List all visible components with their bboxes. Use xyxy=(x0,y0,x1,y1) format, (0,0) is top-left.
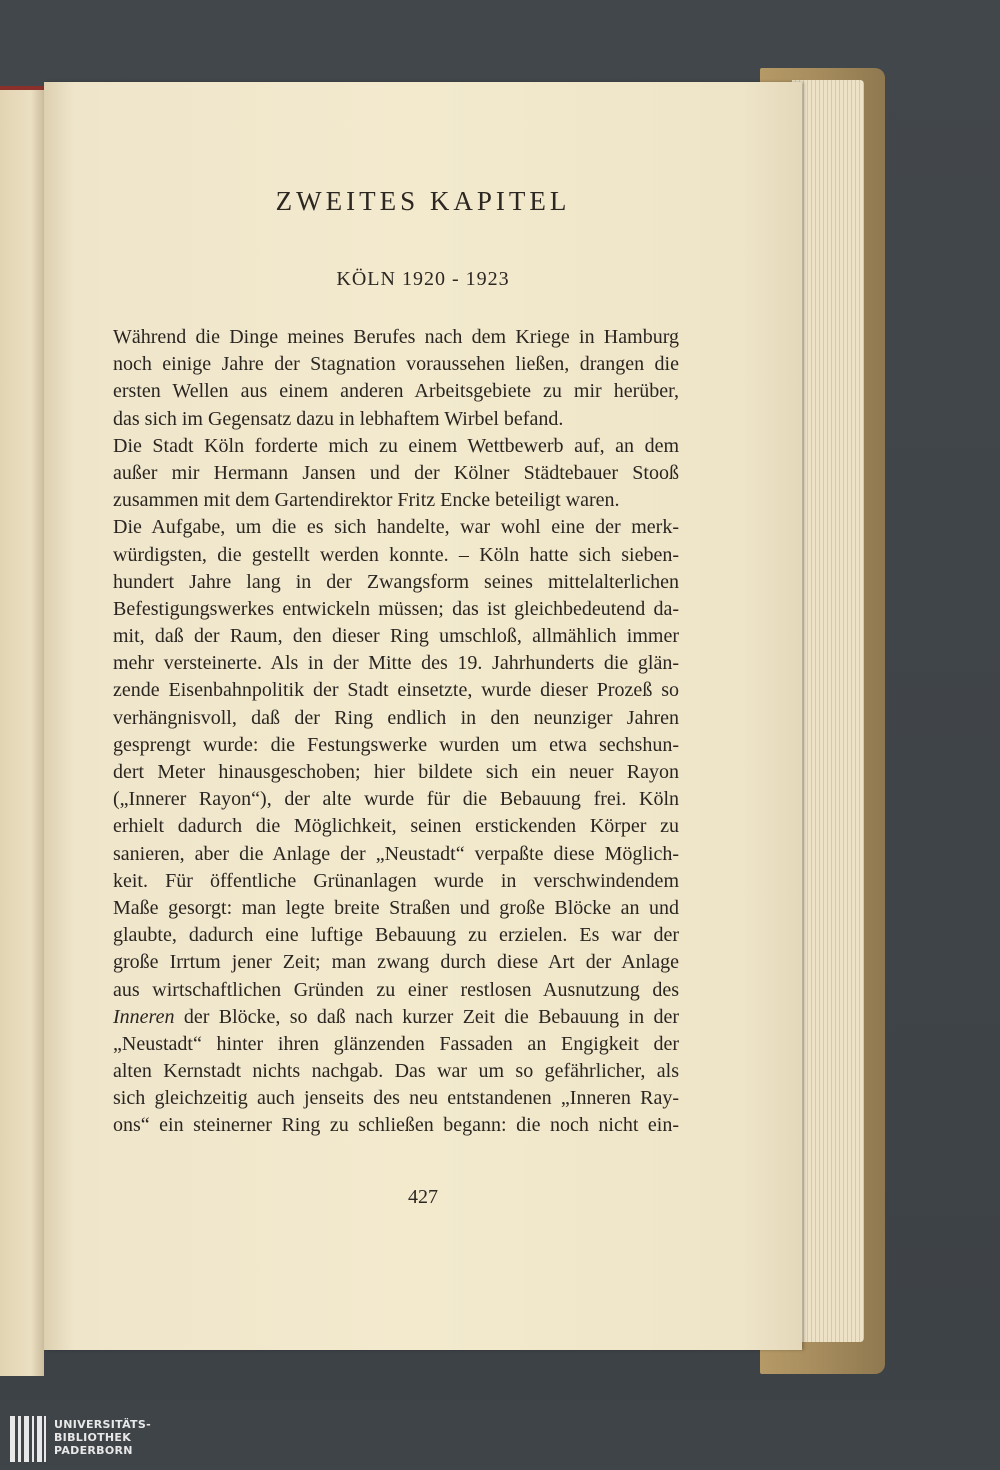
text-line-content: mehr versteinerte. Als in der Mitte des 19. Jahrhunderts die glän- xyxy=(113,652,679,675)
text-line xyxy=(113,378,679,405)
text-line xyxy=(113,569,679,596)
text-line xyxy=(113,433,679,460)
text-line-content: das sich im Gegensatz dazu in lebhaftem Wirbel befand. xyxy=(113,407,564,430)
text-line-content: keit. Für öffentliche Grünanlagen wurde in verschwindendem xyxy=(113,869,679,892)
text-line xyxy=(113,514,679,541)
text-line-content: „Neustadt“ hinter ihren glänzenden Fassaden an Engigkeit der xyxy=(113,1032,679,1055)
text-line xyxy=(113,841,679,868)
section-title: KÖLN 1920 - 1923 xyxy=(336,268,510,290)
text-line xyxy=(113,732,679,759)
text-line-content: zusammen mit dem Gartendirektor Fritz Encke beteiligt waren. xyxy=(113,489,620,512)
text-line-content: („Innerer Rayon“), der alte wurde für die Bebauung frei. Köln xyxy=(113,788,679,811)
text-line-content: Die Stadt Köln forderte mich zu einem Wettbewerb auf, an dem xyxy=(113,434,679,457)
text-line-content: der Blöcke, so daß nach kurzer Zeit die Bebauung in der xyxy=(174,1005,679,1028)
left-page xyxy=(0,86,44,1376)
text-line xyxy=(113,1112,679,1139)
text-line xyxy=(113,351,679,378)
text-line xyxy=(113,868,679,895)
text-line-content: Während die Dinge meines Berufes nach dem Kriege in Hamburg xyxy=(113,326,679,348)
text-line xyxy=(113,542,679,569)
text-line xyxy=(113,786,679,813)
chapter-title: ZWEITES KAPITEL xyxy=(275,186,571,216)
text-line-content: noch einige Jahre der Stagnation voraussehen ließen, drangen die xyxy=(113,353,679,376)
text-line xyxy=(113,705,679,732)
text-line xyxy=(113,1058,679,1085)
text-line xyxy=(113,1004,679,1031)
text-line-content: Maße gesorgt: man legte breite Straßen und große Blöcke an und xyxy=(113,896,679,919)
text-line xyxy=(113,977,679,1004)
text-line-content: ons“ ein steinerner Ring zu schließen begann: die noch nicht ein- xyxy=(113,1114,679,1137)
text-line-content: würdigsten, die gestellt werden konnte. – Köln hatte sich sieben- xyxy=(113,543,679,566)
page-number: 427 xyxy=(408,1186,438,1208)
text-line xyxy=(113,677,679,704)
text-line-content: Befestigungswerkes entwickeln müssen; das ist gleichbedeutend da- xyxy=(113,597,679,620)
text-line-content: gesprengt wurde: die Festungswerke wurden um etwa sechshun- xyxy=(113,733,679,756)
text-line xyxy=(113,406,679,433)
text-line-content: hundert Jahre lang in der Zwangsform seines mittelalterlichen xyxy=(113,570,679,593)
text-line xyxy=(113,1031,679,1058)
institution-line: BIBLIOTHEK xyxy=(54,1431,132,1444)
body-text xyxy=(113,324,679,1140)
text-line-content: erhielt dadurch die Möglichkeit, seinen erstickenden Körper zu xyxy=(113,815,679,838)
text-line xyxy=(113,324,679,351)
text-line xyxy=(113,623,679,650)
text-line-content: mit, daß der Raum, den dieser Ring umschloß, allmählich immer xyxy=(113,625,679,648)
text-line xyxy=(113,813,679,840)
institution-line: UNIVERSITÄTS- xyxy=(54,1418,151,1431)
text-line-content: ersten Wellen aus einem anderen Arbeitsgebiete zu mir herüber, xyxy=(113,380,679,403)
text-line-content: sanieren, aber die Anlage der „Neustadt“ verpaßte diese Möglich- xyxy=(113,842,679,865)
italic-word: Inneren xyxy=(113,1005,175,1028)
text-line-content: zende Eisenbahnpolitik der Stadt einsetzte, wurde dieser Prozeß so xyxy=(113,679,679,702)
text-line-content: sich gleichzeitig auch jenseits des neu entstandenen „Inneren Ray- xyxy=(113,1087,679,1110)
text-line xyxy=(113,922,679,949)
text-line xyxy=(113,460,679,487)
text-line xyxy=(113,596,679,623)
text-line xyxy=(113,759,679,786)
institution-line: PADERBORN xyxy=(54,1444,133,1457)
text-line-content: alten Kernstadt nichts nachgab. Das war um so gefährlicher, als xyxy=(113,1060,679,1083)
text-line xyxy=(113,1085,679,1112)
text-line-content: dert Meter hinausgeschoben; hier bildete sich ein neuer Rayon xyxy=(113,761,679,783)
text-line-content: verhängnisvoll, daß der Ring endlich in den neunziger Jahren xyxy=(113,706,679,729)
page-edges xyxy=(792,80,864,1342)
text-line xyxy=(113,949,679,976)
text-line-content: aus wirtschaftlichen Gründen zu einer restlosen Ausnutzung des xyxy=(113,978,679,1001)
text-line-content: glaubte, dadurch eine luftige Bebauung zu erzielen. Es war der xyxy=(113,924,679,947)
text-line xyxy=(113,487,679,514)
text-line-content: Die Aufgabe, um die es sich handelte, war wohl eine der merk- xyxy=(113,516,679,539)
left-page-red-edge xyxy=(0,86,44,90)
library-logo-icon xyxy=(10,1416,46,1462)
institution-name xyxy=(54,1418,151,1457)
text-line-content: außer mir Hermann Jansen und der Kölner Städtebauer Stooß xyxy=(113,461,679,484)
text-line xyxy=(113,895,679,922)
text-line xyxy=(113,650,679,677)
text-line-content: große Irrtum jener Zeit; man zwang durch diese Art der Anlage xyxy=(113,951,679,974)
